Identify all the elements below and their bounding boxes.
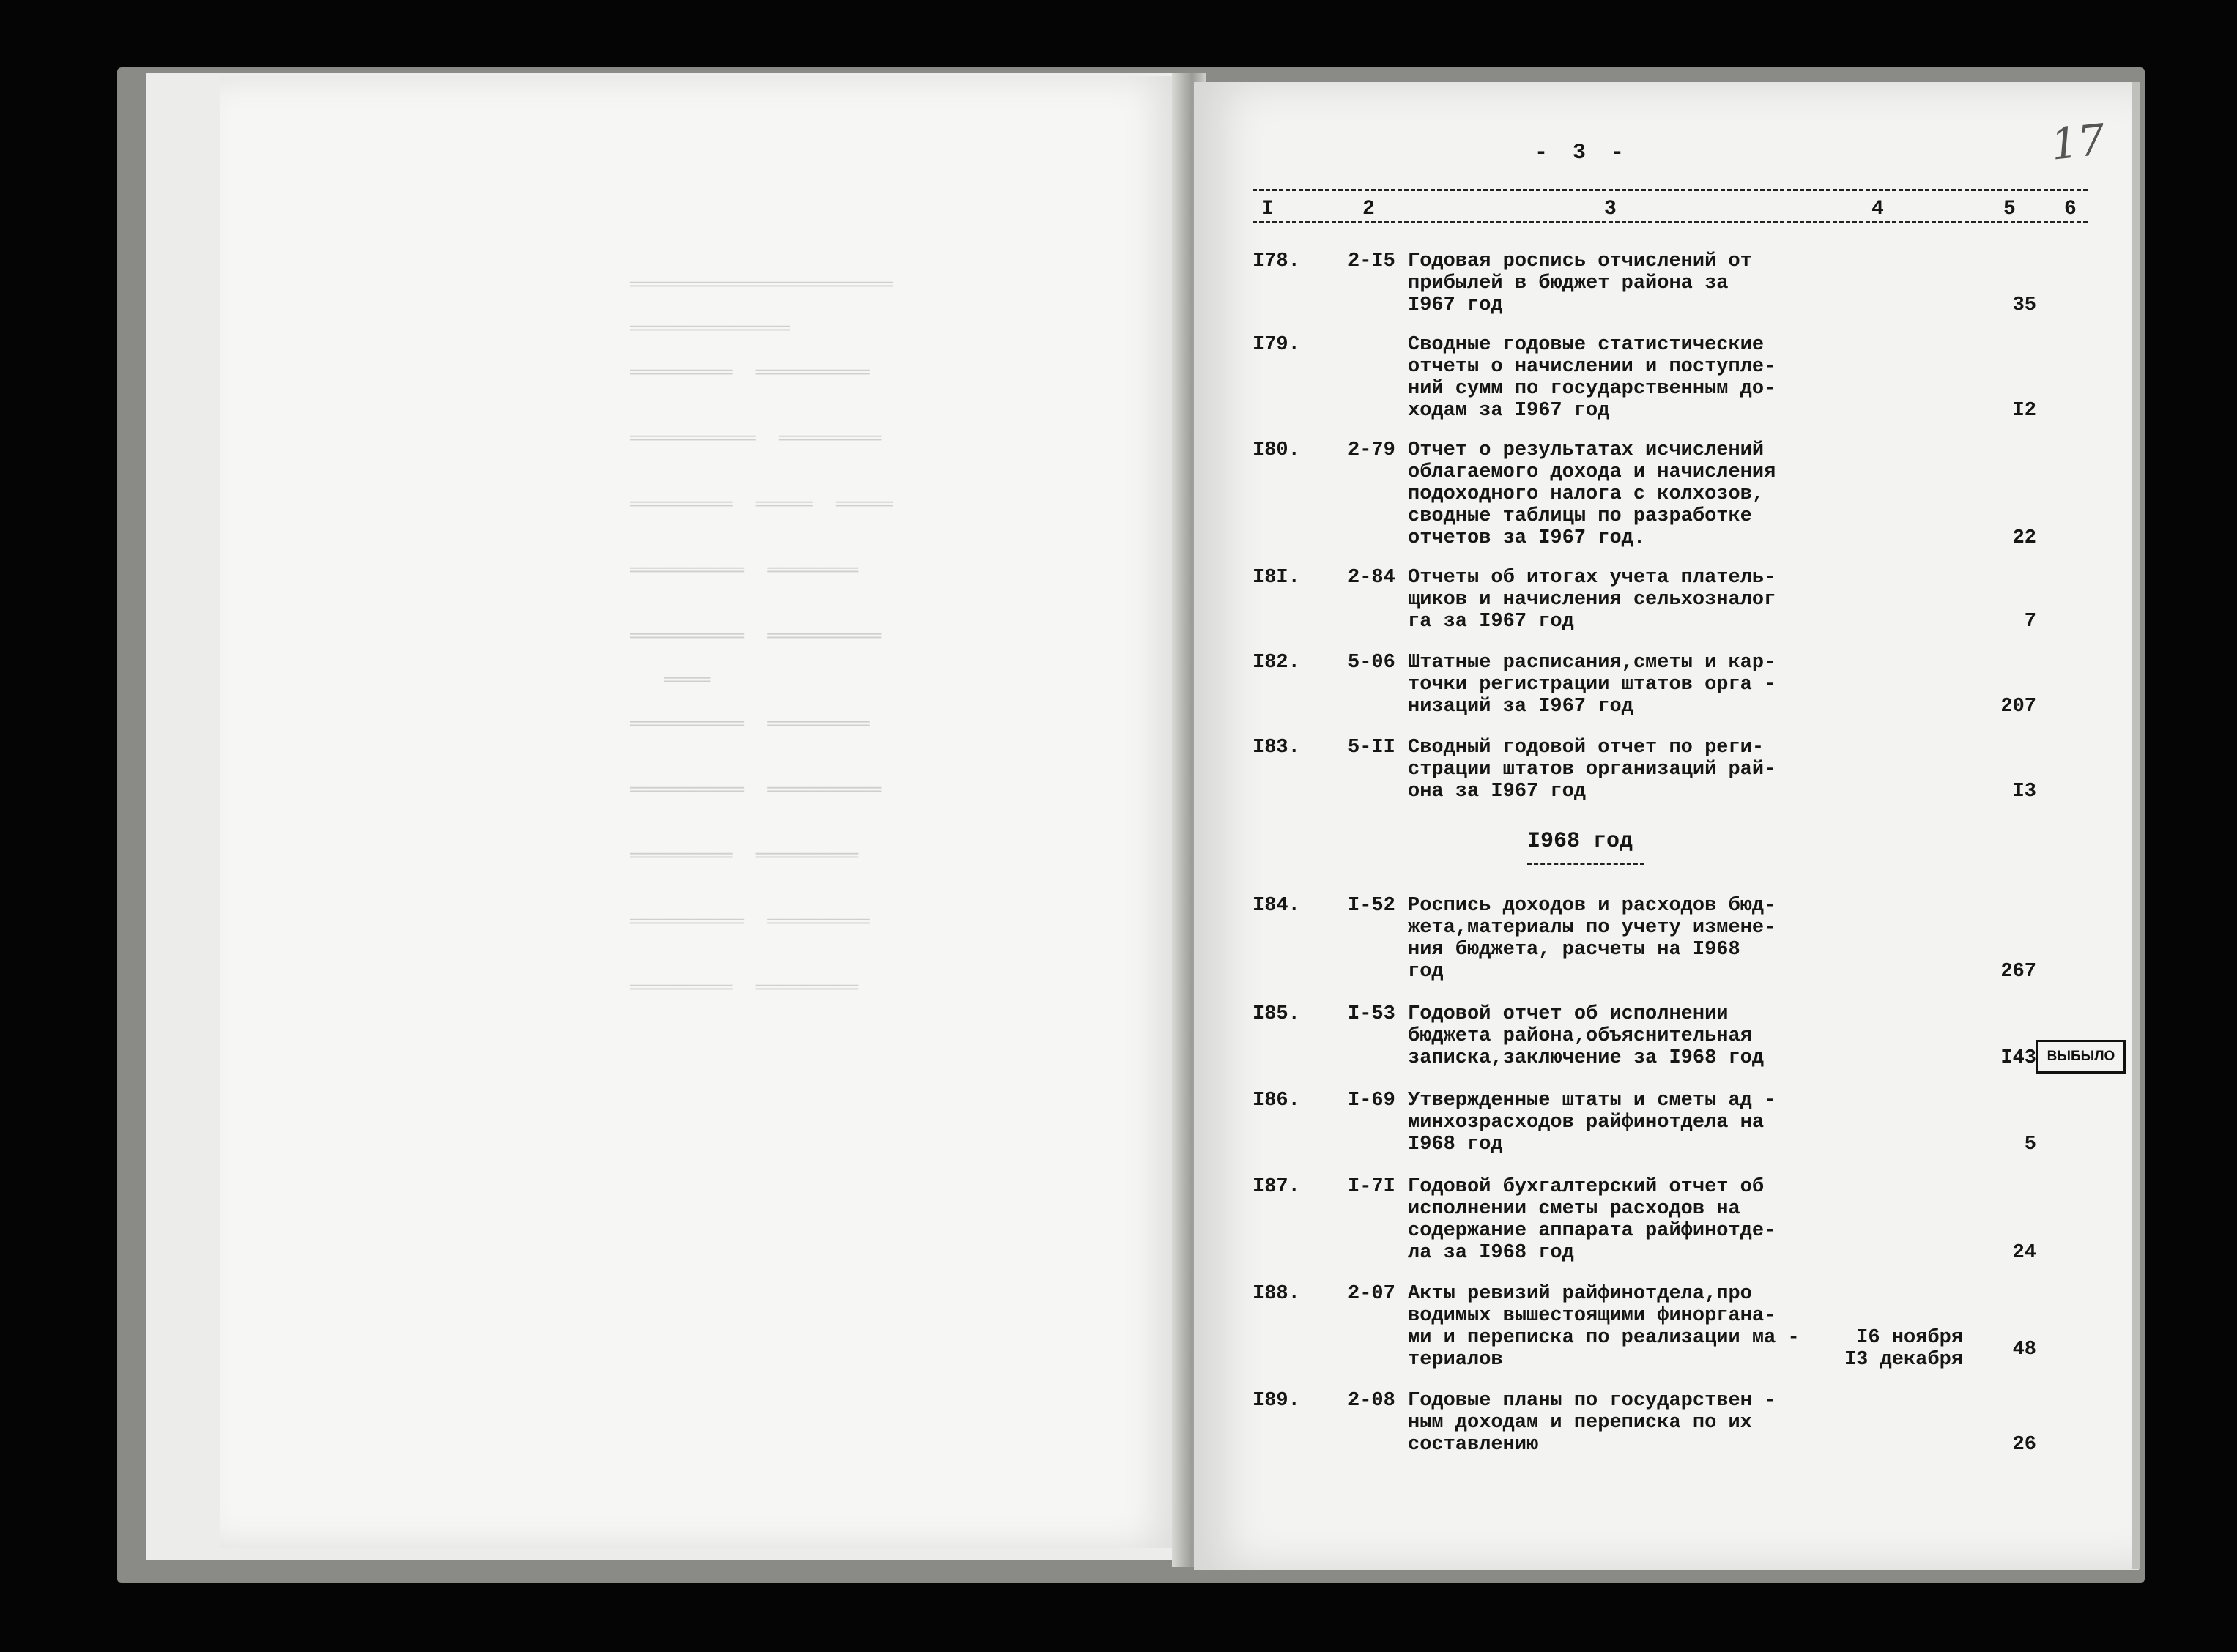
item-number: I79. [1253,334,1300,356]
item-sheets: 267 [2000,961,2036,983]
page-edge [2132,82,2140,1569]
item-sheets: 24 [2012,1242,2036,1264]
item-code: 2-07 [1348,1283,1395,1305]
item-code: 5-II [1348,737,1395,759]
item-code: 2-79 [1348,439,1395,461]
item-sheets: 22 [2012,527,2036,549]
item-title: Сводные годовые статистические отчеты о начислении и поступле- ний сумм по государственным до- ходам за I967 год [1408,334,1776,422]
item-number: I87. [1253,1176,1300,1198]
item-sheets: I2 [2012,400,2036,422]
item-code: I-7I [1348,1176,1395,1198]
item-sheets: 35 [2012,294,2036,316]
archive-sheet-number: 17 [2048,114,2108,170]
item-title: Отчеты об итогах учета платель- щиков и начисления сельхозналог га за I967 год [1408,567,1776,633]
item-sheets: 26 [2012,1434,2036,1456]
left-page [220,76,1179,1548]
item-number: I8I. [1253,567,1300,589]
column-header-3: 3 [1604,198,1617,220]
item-sheets: I3 [2012,781,2036,803]
item-number: I83. [1253,737,1300,759]
item-code: 2-I5 [1348,250,1395,272]
item-number: I88. [1253,1283,1300,1305]
item-title: Годовой отчет об исполнении бюджета района,объяснительная записка,заключение за I968 год [1408,1003,1765,1069]
bleed-through-text: ═══════════════════════ ══════════════ ═════════ ══════════ ═══════════ ═════════ ═════════ ═════ ═════ ══════════ ════════ ══════════ ══════════ ════ ══════════ ═════════ ══════════ ══════════ ═════════ ═════════ ══════════ ═════════ ═════════ ═════════ [630,274,893,999]
item-number: I78. [1253,250,1300,272]
item-number: I89. [1253,1390,1300,1412]
item-title: Акты ревизий райфинотдела,про водимых вышестоящими финоргана- ми и переписка по реализации ма - териалов [1408,1283,1800,1371]
item-title: Отчет о результатах исчислений облагаемого дохода и начисления подоходного налога с колхозов, сводные таблицы по разработке отчетов за I967 год. [1408,439,1776,549]
item-number: I82. [1253,652,1300,674]
page-number: - 3 - [1535,141,1631,165]
item-number: I80. [1253,439,1300,461]
header-rule-top [1253,189,2088,191]
item-title: Годовые планы по государствен - ным доходам и переписка по их составлению [1408,1390,1776,1456]
withdrawn-stamp: ВЫБЫЛО [2036,1040,2126,1074]
item-code: 5-06 [1348,652,1395,674]
column-header-5: 5 [2003,198,2016,220]
year-heading: I968 год [1527,829,1633,854]
item-code: I-52 [1348,895,1395,917]
column-header-6: 6 [2064,198,2077,220]
item-title: Роспись доходов и расходов бюд- жета,материалы по учету измене- ния бюджета, расчеты на I968 год [1408,895,1776,983]
year-heading-underline [1527,863,1644,865]
item-number: I84. [1253,895,1300,917]
item-code: 2-08 [1348,1390,1395,1412]
item-sheets: 48 [2012,1339,2036,1361]
item-title: Годовая роспись отчислений от прибылей в бюджет района за I967 год [1408,250,1752,316]
item-sheets: 5 [2024,1134,2036,1156]
item-code: I-53 [1348,1003,1395,1025]
item-sheets: 207 [2000,696,2036,718]
item-number: I86. [1253,1090,1300,1112]
column-header-4: 4 [1871,198,1884,220]
item-title: Утвержденные штаты и сметы ад - минхозрасходов райфинотдела на I968 год [1408,1090,1776,1156]
item-title: Сводный годовой отчет по реги- страции штатов организаций рай- она за I967 год [1408,737,1776,803]
item-sheets: I43 [2000,1047,2036,1069]
item-code: I-69 [1348,1090,1395,1112]
item-dates: I6 ноября I3 декабря [1844,1327,1963,1371]
header-rule-bottom [1253,221,2088,223]
column-header-1: I [1261,198,1274,220]
column-header-2: 2 [1362,198,1375,220]
item-code: 2-84 [1348,567,1395,589]
item-number: I85. [1253,1003,1300,1025]
item-sheets: 7 [2024,611,2036,633]
item-title: Годовой бухгалтерский отчет об исполнении сметы расходов на содержание аппарата райфинотде- ла за I968 год [1408,1176,1776,1264]
item-title: Штатные расписания,сметы и кар- точки регистрации штатов орга - низаций за I967 год [1408,652,1776,718]
